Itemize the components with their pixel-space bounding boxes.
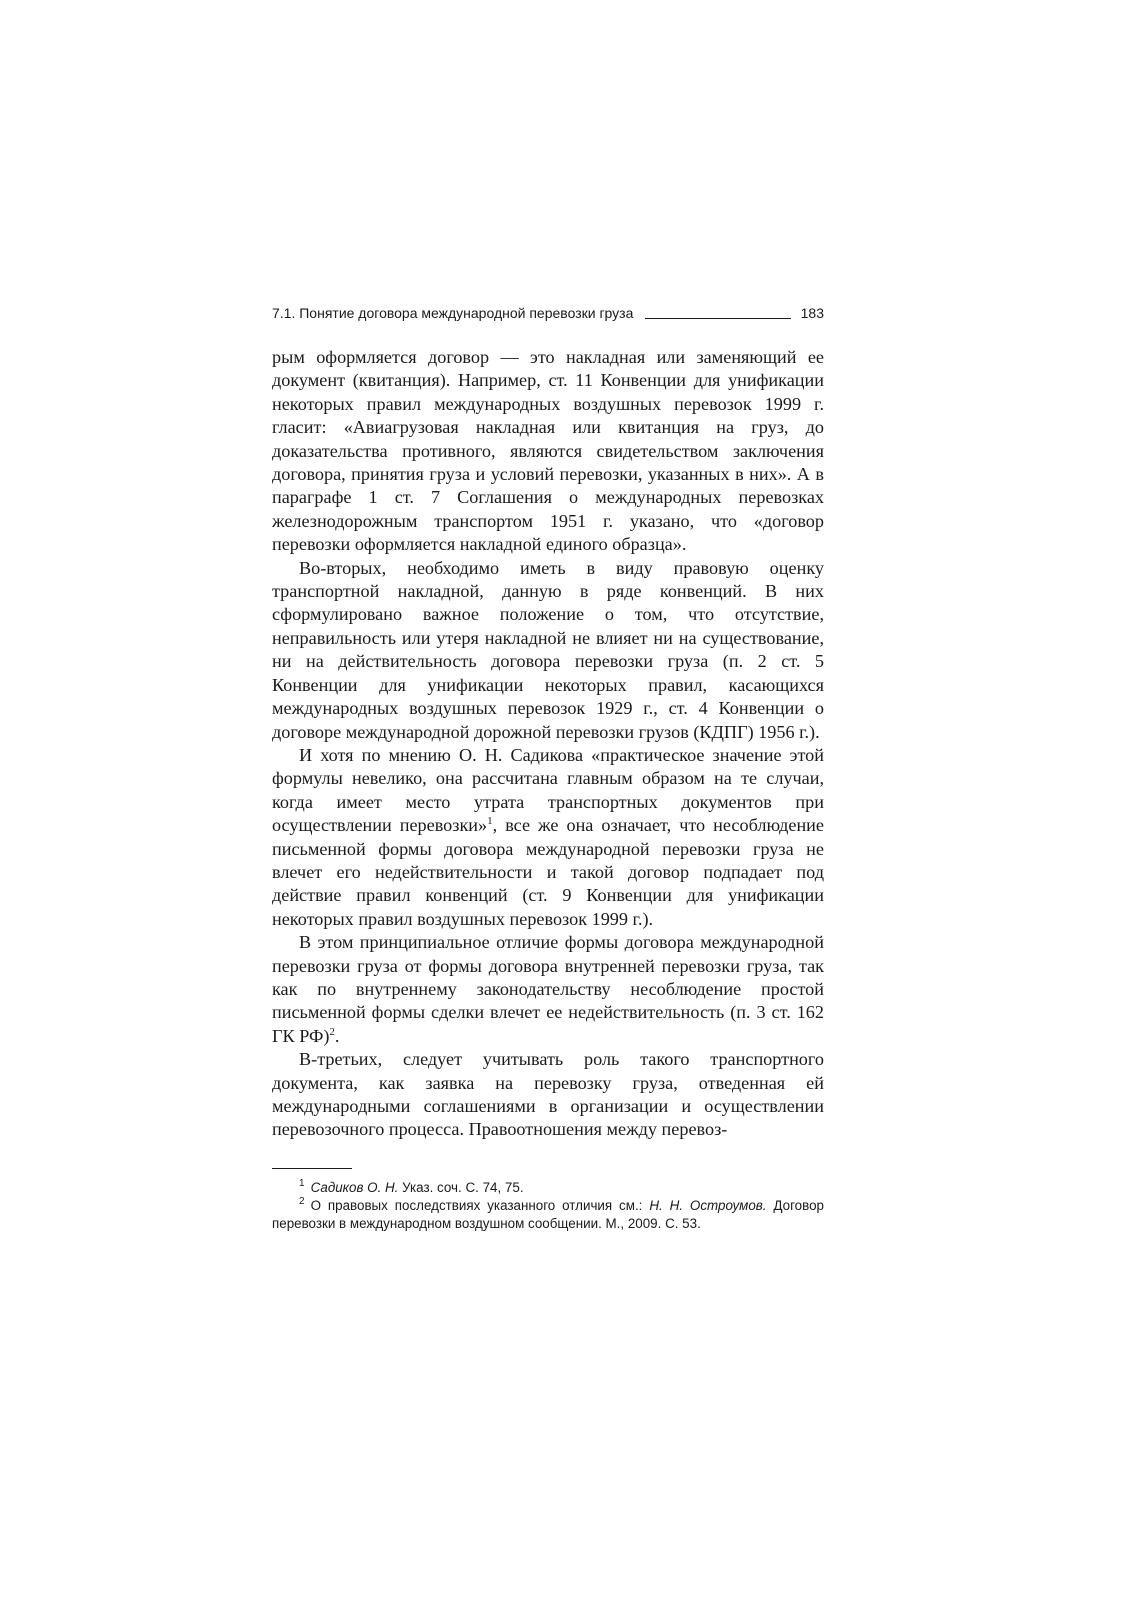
paragraph-4 bbox=[272, 931, 824, 1048]
paragraph-3-text: И хотя по мнению О. Н. Садикова «практическое значение этой формулы невелико, она рассчитана главным образом на те случаи, когда имеет место утрата транспортных документов при осуществлении перевозки» bbox=[272, 744, 824, 836]
footnote-1 bbox=[272, 1179, 824, 1197]
footnote-mark-2: 2 bbox=[299, 1196, 305, 1208]
paragraph-1: рым оформляется договор — это накладная или заменяющий ее документ (квитанция). Например, ст. 11 Конвенции для унификации некоторых правил международных воздушных перевозок 1999 г. гласит: «Авиагрузовая накладная или квитанция на груз, до доказательства противного, являются свидетельством заключения договора, принятия груза и условий перевозки, указанных в них». А в параграфе 1 ст. 7 Соглашения о международных перевозках железнодорожным транспортом 1951 г. указано, что «договор перевозки оформляется накладной единого образца». bbox=[272, 347, 824, 555]
paragraph-5: В-третьих, следует учитывать роль такого транспортного документа, как заявка на перевозку груза, отведенная ей международными соглашениями в организации и осуществлении перевозочного процесса. Правоотношения между перевоз- bbox=[272, 1049, 824, 1140]
footnote-2 bbox=[272, 1197, 824, 1233]
footnote-divider bbox=[272, 1168, 352, 1169]
header-rule bbox=[645, 318, 790, 319]
paragraph-3 bbox=[272, 744, 824, 931]
footnote-2-author: Н. Н. Остроумов. bbox=[649, 1197, 767, 1213]
page-number: 183 bbox=[800, 305, 824, 321]
footnote-2-lead: О правовых последствиях указанного отличия см.: bbox=[310, 1197, 650, 1213]
chapter-title: 7.1. Понятие договора международной перевозки груза bbox=[272, 305, 634, 321]
paragraph-3-text-end: , все же она означает, что несоблюдение письменной формы договора международной перевозки груза не влечет его недействительности и такой договор подпадает под действие правил конвенций (ст. 9 Конвенции для унификации некоторых правил воздушных перевозок 1999 г.). bbox=[272, 815, 824, 929]
book-page bbox=[272, 302, 824, 1233]
paragraph-2: Во-вторых, необходимо иметь в виду правовую оценку транспортной накладной, данную в ряде конвенций. В них сформулировано важное положение о том, что отсутствие, неправильность или утеря накладной не влияет ни на существование, ни на действительность договора перевозки груза (п. 2 ст. 5 Конвенции для унификации некоторых правил, касающихся международных воздушных перевозок 1929 г., ст. 4 Конвенции о договоре международной дорожной перевозки грузов (КДПГ) 1956 г.). bbox=[272, 557, 824, 742]
footnote-1-author: Садиков О. Н. bbox=[310, 1179, 399, 1195]
footnote-ref-1[interactable]: 1 bbox=[487, 815, 493, 828]
paragraph-4-text-end: . bbox=[334, 1025, 340, 1046]
paragraph-4-text: В этом принципиальное отличие формы договора международной перевозки груза от формы договора внутренней перевозки груза, так как по внутреннему законодательству несоблюдение простой письменной формы сделки влечет ее недействительность (п. 3 ст. 162 ГК РФ) bbox=[272, 932, 824, 1046]
footnotes bbox=[272, 1179, 824, 1233]
body-text bbox=[272, 346, 824, 1142]
footnote-mark-1: 1 bbox=[299, 1178, 305, 1190]
footnote-ref-2[interactable]: 2 bbox=[329, 1025, 335, 1038]
footnote-2-text: Договор перевозки в международном воздушном сообщении. М., 2009. С. 53. bbox=[272, 1197, 824, 1231]
footnote-1-text: Указ. соч. С. 74, 75. bbox=[398, 1179, 524, 1195]
running-head bbox=[272, 302, 824, 322]
